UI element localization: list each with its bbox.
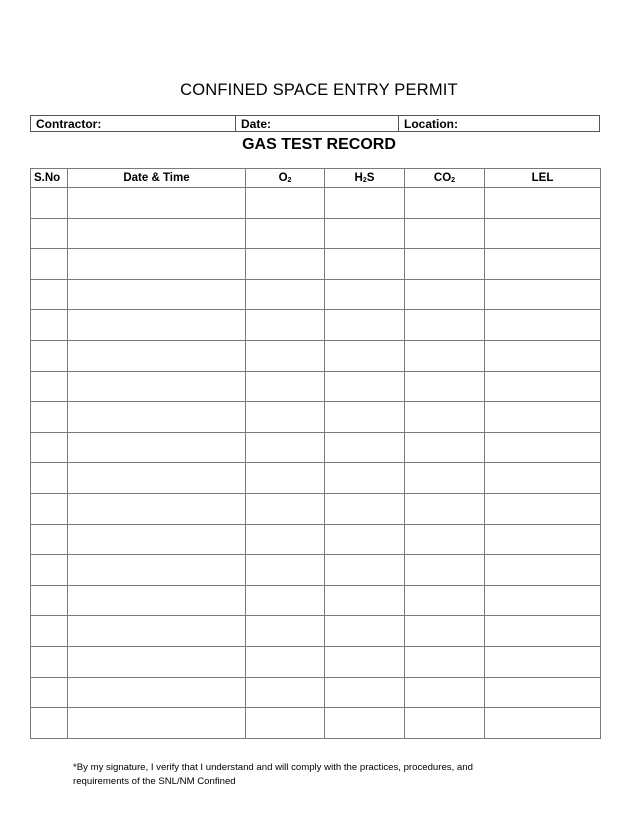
cell-sno[interactable] — [31, 493, 68, 524]
cell-co2[interactable] — [405, 402, 485, 433]
signature-note — [73, 761, 553, 789]
cell-co2[interactable] — [405, 310, 485, 341]
cell-co2[interactable] — [405, 585, 485, 616]
table-row — [31, 677, 601, 708]
cell-sno[interactable] — [31, 432, 68, 463]
cell-lel[interactable] — [485, 585, 601, 616]
cell-lel[interactable] — [485, 188, 601, 219]
date-label: Date: — [241, 117, 272, 131]
cell-sno[interactable] — [31, 646, 68, 677]
cell-h2s[interactable] — [325, 402, 405, 433]
cell-lel[interactable] — [485, 340, 601, 371]
cell-o2[interactable] — [246, 708, 325, 739]
cell-co2[interactable] — [405, 677, 485, 708]
cell-o2[interactable] — [246, 310, 325, 341]
cell-o2[interactable] — [246, 371, 325, 402]
table-row — [31, 463, 601, 494]
cell-lel[interactable] — [485, 463, 601, 494]
table-row — [31, 402, 601, 433]
table-row — [31, 708, 601, 739]
cell-date-time[interactable] — [68, 432, 246, 463]
cell-h2s[interactable] — [325, 585, 405, 616]
cell-co2[interactable] — [405, 188, 485, 219]
cell-lel[interactable] — [485, 555, 601, 586]
cell-sno[interactable] — [31, 524, 68, 555]
cell-date-time[interactable] — [68, 708, 246, 739]
cell-co2[interactable] — [405, 493, 485, 524]
cell-sno[interactable] — [31, 371, 68, 402]
table-row — [31, 616, 601, 647]
cell-sno[interactable] — [31, 555, 68, 586]
cell-lel[interactable] — [485, 616, 601, 647]
o2-symbol: O — [278, 172, 288, 184]
cell-sno[interactable] — [31, 279, 68, 310]
permit-title: CONFINED SPACE ENTRY PERMIT — [180, 81, 458, 99]
cell-sno[interactable] — [31, 188, 68, 219]
cell-h2s[interactable] — [325, 249, 405, 280]
cell-co2[interactable] — [405, 279, 485, 310]
cell-sno[interactable] — [31, 585, 68, 616]
cell-lel[interactable] — [485, 310, 601, 341]
cell-o2[interactable] — [246, 340, 325, 371]
cell-h2s[interactable] — [325, 646, 405, 677]
cell-o2[interactable] — [246, 677, 325, 708]
cell-date-time[interactable] — [68, 249, 246, 280]
co2-symbol: CO — [433, 172, 452, 184]
cell-date-time[interactable] — [68, 463, 246, 494]
cell-co2[interactable] — [405, 646, 485, 677]
cell-o2[interactable] — [246, 616, 325, 647]
cell-h2s[interactable] — [325, 616, 405, 647]
cell-date-time[interactable] — [68, 371, 246, 402]
table-row — [31, 432, 601, 463]
cell-o2[interactable] — [246, 249, 325, 280]
contractor-label: Contractor: — [36, 117, 102, 131]
cell-o2[interactable] — [246, 432, 325, 463]
date-field[interactable] — [236, 116, 399, 131]
cell-h2s[interactable] — [325, 677, 405, 708]
cell-sno[interactable] — [31, 249, 68, 280]
cell-date-time[interactable] — [68, 218, 246, 249]
cell-lel[interactable] — [485, 646, 601, 677]
table-row — [31, 340, 601, 371]
cell-lel[interactable] — [485, 218, 601, 249]
cell-date-time[interactable] — [68, 493, 246, 524]
cell-date-time[interactable] — [68, 402, 246, 433]
table-row — [31, 249, 601, 280]
cell-h2s[interactable] — [325, 218, 405, 249]
column-header-co2 — [405, 169, 485, 188]
cell-sno[interactable] — [31, 218, 68, 249]
column-header-h2s — [325, 169, 405, 188]
cell-o2[interactable] — [246, 218, 325, 249]
cell-h2s[interactable] — [325, 310, 405, 341]
cell-o2[interactable] — [246, 585, 325, 616]
cell-date-time[interactable] — [68, 585, 246, 616]
cell-o2[interactable] — [246, 279, 325, 310]
cell-h2s[interactable] — [325, 371, 405, 402]
h2s-symbol-h: H — [354, 172, 363, 184]
cell-h2s[interactable] — [325, 555, 405, 586]
column-header-o2 — [246, 169, 325, 188]
cell-h2s[interactable] — [325, 432, 405, 463]
location-label: Location: — [404, 117, 458, 131]
cell-lel[interactable] — [485, 371, 601, 402]
cell-o2[interactable] — [246, 524, 325, 555]
cell-lel[interactable] — [485, 524, 601, 555]
location-field[interactable] — [399, 116, 599, 131]
cell-lel[interactable] — [485, 279, 601, 310]
cell-o2[interactable] — [246, 463, 325, 494]
h2s-symbol-s: S — [366, 172, 375, 184]
cell-lel[interactable] — [485, 402, 601, 433]
cell-date-time[interactable] — [68, 524, 246, 555]
cell-lel[interactable] — [485, 677, 601, 708]
cell-o2[interactable] — [246, 493, 325, 524]
cell-h2s[interactable] — [325, 340, 405, 371]
cell-h2s[interactable] — [325, 708, 405, 739]
cell-co2[interactable] — [405, 463, 485, 494]
cell-h2s[interactable] — [325, 279, 405, 310]
cell-date-time[interactable] — [68, 616, 246, 647]
cell-sno[interactable] — [31, 310, 68, 341]
cell-date-time[interactable] — [68, 188, 246, 219]
cell-co2[interactable] — [405, 432, 485, 463]
h2s-subscript: 2 — [362, 177, 367, 184]
column-header-lel: LEL — [485, 169, 601, 188]
gas-test-record-title: GAS TEST RECORD — [242, 136, 396, 153]
gas-test-table — [30, 168, 601, 739]
cell-lel[interactable] — [485, 493, 601, 524]
column-header-sno: S.No — [31, 169, 68, 188]
cell-o2[interactable] — [246, 646, 325, 677]
signature-note-line-2: requirements of the SNL/NM Confined — [73, 776, 236, 787]
cell-co2[interactable] — [405, 555, 485, 586]
table-row — [31, 310, 601, 341]
cell-sno[interactable] — [31, 708, 68, 739]
co2-subscript: 2 — [451, 177, 456, 184]
table-row — [31, 279, 601, 310]
cell-lel[interactable] — [485, 432, 601, 463]
cell-sno[interactable] — [31, 340, 68, 371]
cell-date-time[interactable] — [68, 340, 246, 371]
cell-date-time[interactable] — [68, 646, 246, 677]
cell-co2[interactable] — [405, 708, 485, 739]
cell-h2s[interactable] — [325, 493, 405, 524]
cell-date-time[interactable] — [68, 279, 246, 310]
cell-o2[interactable] — [246, 402, 325, 433]
table-row — [31, 188, 601, 219]
table-row — [31, 524, 601, 555]
cell-lel[interactable] — [485, 708, 601, 739]
cell-co2[interactable] — [405, 340, 485, 371]
column-header-date-time: Date & Time — [68, 169, 246, 188]
cell-co2[interactable] — [405, 616, 485, 647]
table-row — [31, 585, 601, 616]
table-row — [31, 218, 601, 249]
contractor-field[interactable] — [31, 116, 236, 131]
o2-subscript: 2 — [287, 177, 292, 184]
cell-date-time[interactable] — [68, 555, 246, 586]
cell-o2[interactable] — [246, 188, 325, 219]
cell-h2s[interactable] — [325, 188, 405, 219]
signature-note-line-1: *By my signature, I verify that I understand and will comply with the practices, procedures, and — [73, 762, 473, 773]
table-body — [31, 188, 601, 739]
cell-co2[interactable] — [405, 218, 485, 249]
cell-o2[interactable] — [246, 555, 325, 586]
cell-sno[interactable] — [31, 616, 68, 647]
cell-date-time[interactable] — [68, 677, 246, 708]
cell-h2s[interactable] — [325, 524, 405, 555]
table-row — [31, 493, 601, 524]
cell-co2[interactable] — [405, 524, 485, 555]
cell-sno[interactable] — [31, 402, 68, 433]
cell-co2[interactable] — [405, 249, 485, 280]
table-row — [31, 371, 601, 402]
table-header-row — [31, 169, 601, 188]
permit-info-bar — [30, 115, 600, 132]
table-row — [31, 555, 601, 586]
cell-sno[interactable] — [31, 463, 68, 494]
cell-h2s[interactable] — [325, 463, 405, 494]
cell-lel[interactable] — [485, 249, 601, 280]
table-row — [31, 646, 601, 677]
cell-date-time[interactable] — [68, 310, 246, 341]
cell-sno[interactable] — [31, 677, 68, 708]
cell-co2[interactable] — [405, 371, 485, 402]
